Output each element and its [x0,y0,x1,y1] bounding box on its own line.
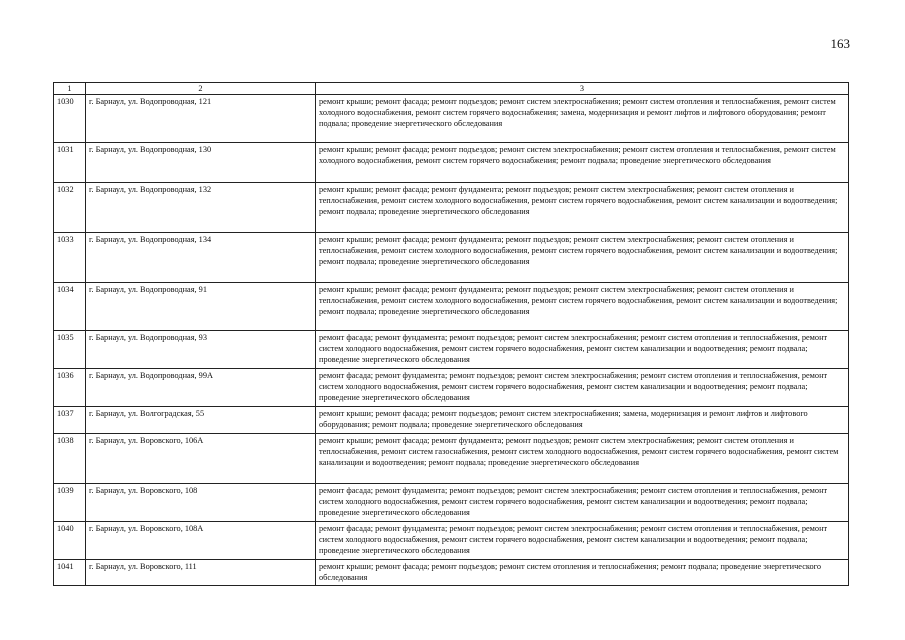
row-works: ремонт крыши; ремонт фасада; ремонт фундамента; ремонт подъездов; ремонт систем электроснабжения; ремонт систем отопления и теплоснабжения, ремонт систем холодного водоснабжения, ремонт систем горячего водоснабжения, ремонт систем канализации и водоотведения; ремонт подвала; проведение энергетического обследования [316,233,849,283]
row-number: 1041 [54,560,86,586]
table-row [54,434,849,484]
row-number: 1037 [54,407,86,434]
row-address: г. Барнаул, ул. Водопроводная, 93 [86,331,316,369]
row-works: ремонт фасада; ремонт фундамента; ремонт подъездов; ремонт систем электроснабжения; ремонт систем отопления и теплоснабжения, ремонт систем холодного водоснабжения, ремонт систем горячего водоснабжения, ремонт систем канализации и водоотведения; ремонт подвала; проведение энергетического обследования [316,331,849,369]
row-address: г. Барнаул, ул. Водопроводная, 134 [86,233,316,283]
table-row [54,560,849,586]
table-row [54,484,849,522]
table-row [54,369,849,407]
table-body [54,95,849,586]
header-cell-works: 3 [316,83,849,95]
table-row [54,95,849,143]
row-works: ремонт фасада; ремонт фундамента; ремонт подъездов; ремонт систем электроснабжения; ремонт систем отопления и теплоснабжения, ремонт систем холодного водоснабжения, ремонт систем горячего водоснабжения, ремонт систем канализации и водоотведения; ремонт подвала; проведение энергетического обследования [316,369,849,407]
row-address: г. Барнаул, ул. Волгоградская, 55 [86,407,316,434]
table-row [54,522,849,560]
row-address: г. Барнаул, ул. Воровского, 108 [86,484,316,522]
header-cell-number: 1 [54,83,86,95]
table-header [54,83,849,95]
row-works: ремонт крыши; ремонт фасада; ремонт фундамента; ремонт подъездов; ремонт систем электроснабжения; ремонт систем отопления и теплоснабжения, ремонт систем холодного водоснабжения, ремонт систем горячего водоснабжения, ремонт систем канализации и водоотведения; ремонт подвала; проведение энергетического обследования [316,183,849,233]
page-number: 163 [830,36,850,51]
row-number: 1034 [54,283,86,331]
table-row [54,143,849,183]
table-row [54,183,849,233]
table-row [54,407,849,434]
row-works: ремонт крыши; ремонт фасада; ремонт фундамента; ремонт подъездов; ремонт систем электроснабжения; ремонт систем отопления и теплоснабжения, ремонт систем газоснабжения, ремонт систем холодного водоснабжения, ремонт систем горячего водоснабжения, ремонт систем канализации и водоотведения; ремонт подвала; проведение энергетического обследования [316,434,849,484]
row-works: ремонт крыши; ремонт фасада; ремонт подъездов; ремонт систем электроснабжения; ремонт систем отопления и теплоснабжения, ремонт систем холодного водоснабжения, ремонт систем горячего водоснабжения; замена, модернизация и ремонт лифтов и лифтового оборудования; ремонт подвала; проведение энергетического обследования [316,95,849,143]
row-works: ремонт крыши; ремонт фасада; ремонт подъездов; ремонт систем электроснабжения; замена, модернизация и ремонт лифтов и лифтового оборудования; ремонт подвала; проведение энергетического обследования [316,407,849,434]
row-number: 1030 [54,95,86,143]
header-row [54,83,849,95]
table-row [54,233,849,283]
row-address: г. Барнаул, ул. Воровского, 108А [86,522,316,560]
row-number: 1032 [54,183,86,233]
row-address: г. Барнаул, ул. Водопроводная, 121 [86,95,316,143]
row-works: ремонт крыши; ремонт фасада; ремонт подъездов; ремонт систем отопления и теплоснабжения; ремонт подвала; проведение энергетического обследования [316,560,849,586]
header-cell-address: 2 [86,83,316,95]
row-address: г. Барнаул, ул. Воровского, 106А [86,434,316,484]
row-number: 1040 [54,522,86,560]
row-address: г. Барнаул, ул. Водопроводная, 132 [86,183,316,233]
repair-registry-table [53,82,849,586]
row-number: 1033 [54,233,86,283]
row-works: ремонт фасада; ремонт фундамента; ремонт подъездов; ремонт систем электроснабжения; ремонт систем отопления и теплоснабжения, ремонт систем холодного водоснабжения, ремонт систем горячего водоснабжения, ремонт систем канализации и водоотведения; ремонт подвала; проведение энергетического обследования [316,484,849,522]
row-address: г. Барнаул, ул. Воровского, 111 [86,560,316,586]
row-works: ремонт крыши; ремонт фасада; ремонт фундамента; ремонт подъездов; ремонт систем электроснабжения; ремонт систем отопления и теплоснабжения, ремонт систем холодного водоснабжения, ремонт систем горячего водоснабжения, ремонт систем канализации и водоотведения; ремонт подвала; проведение энергетического обследования [316,283,849,331]
row-number: 1035 [54,331,86,369]
row-number: 1031 [54,143,86,183]
row-address: г. Барнаул, ул. Водопроводная, 130 [86,143,316,183]
row-number: 1038 [54,434,86,484]
row-number: 1036 [54,369,86,407]
row-works: ремонт крыши; ремонт фасада; ремонт подъездов; ремонт систем электроснабжения; ремонт систем отопления и теплоснабжения, ремонт систем холодного водоснабжения, ремонт систем горячего водоснабжения; ремонт подвала; проведение энергетического обследования [316,143,849,183]
row-address: г. Барнаул, ул. Водопроводная, 99А [86,369,316,407]
row-number: 1039 [54,484,86,522]
row-works: ремонт фасада; ремонт фундамента; ремонт подъездов; ремонт систем электроснабжения; ремонт систем отопления и теплоснабжения, ремонт систем холодного водоснабжения, ремонт систем горячего водоснабжения, ремонт систем канализации и водоотведения; ремонт подвала; проведение энергетического обследования [316,522,849,560]
row-address: г. Барнаул, ул. Водопроводная, 91 [86,283,316,331]
table-row [54,331,849,369]
table-row [54,283,849,331]
